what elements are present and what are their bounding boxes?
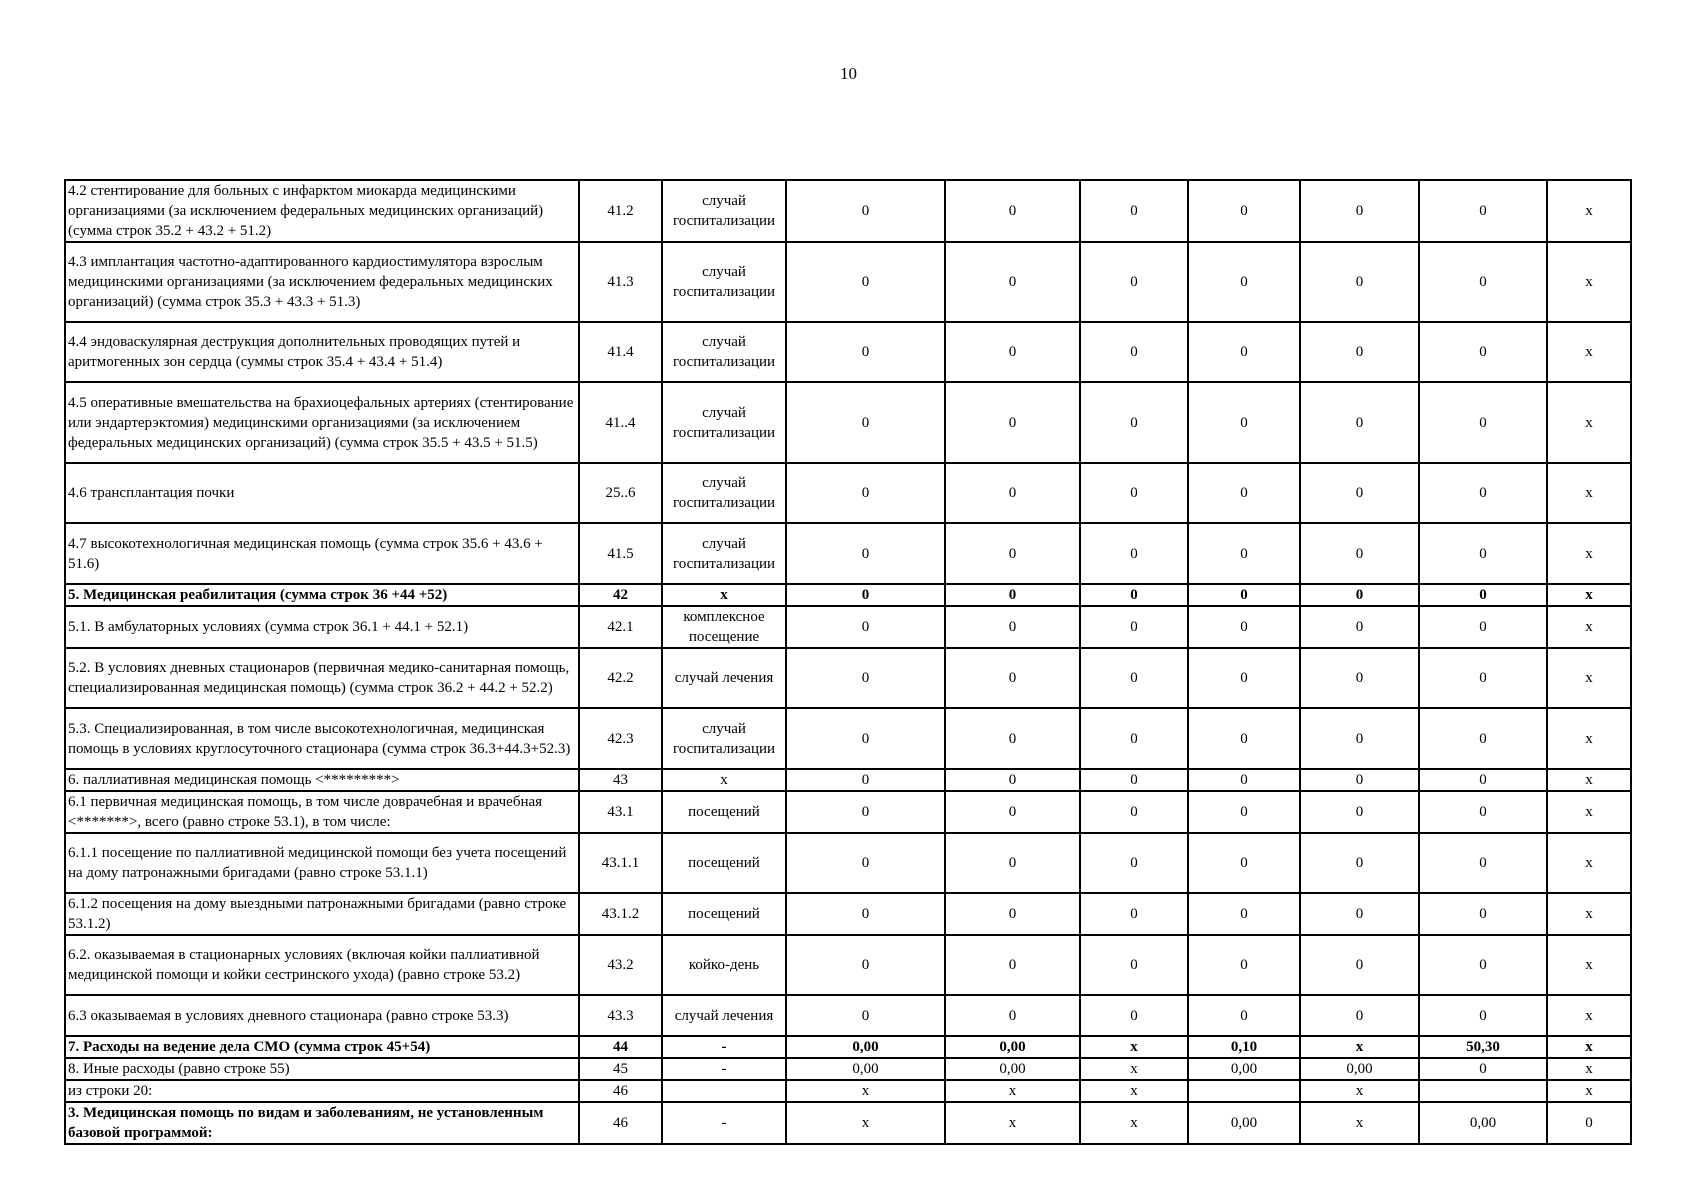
row-value-cell: 0 — [1300, 791, 1419, 833]
row-code-cell: 46 — [579, 1102, 662, 1144]
row-value-cell: 0 — [1188, 648, 1300, 708]
row-name-cell: 4.4 эндоваскулярная деструкция дополнительных проводящих путей и аритмогенных зон сердца (суммы строк 35.4 + 43.4 + 51.4) — [65, 322, 579, 382]
row-value-cell: 0 — [786, 382, 945, 463]
row-value-cell: 0 — [1080, 791, 1188, 833]
row-name-cell: 4.2 стентирование для больных с инфарктом миокарда медицинскими организациями (за исключением федеральных медицинских организаций) (сумма строк 35.2 + 43.2 + 51.2) — [65, 180, 579, 242]
row-value-cell: 0 — [945, 893, 1080, 935]
row-value-cell: 0 — [1188, 382, 1300, 463]
row-unit-cell: койко-день — [662, 935, 786, 995]
row-value-cell: 0 — [945, 833, 1080, 893]
row-value-cell: 0 — [1188, 769, 1300, 791]
row-unit-cell: случай лечения — [662, 995, 786, 1036]
row-value-cell: х — [1547, 935, 1631, 995]
table-row — [65, 935, 1631, 995]
row-value-cell: х — [1547, 584, 1631, 606]
row-unit-cell: случай госпитализации — [662, 708, 786, 769]
row-value-cell: 0 — [1080, 242, 1188, 322]
row-value-cell: х — [1547, 382, 1631, 463]
row-value-cell: 0 — [1300, 463, 1419, 523]
row-value-cell: 0,00 — [786, 1036, 945, 1058]
row-code-cell: 43.3 — [579, 995, 662, 1036]
row-unit-cell: случай госпитализации — [662, 322, 786, 382]
row-name-cell: 7. Расходы на ведение дела СМО (сумма строк 45+54) — [65, 1036, 579, 1058]
row-code-cell: 41..4 — [579, 382, 662, 463]
row-value-cell: 0 — [786, 322, 945, 382]
row-code-cell: 43 — [579, 769, 662, 791]
row-code-cell: 42 — [579, 584, 662, 606]
row-value-cell: 0 — [1419, 648, 1547, 708]
row-value-cell: х — [786, 1080, 945, 1102]
row-value-cell: 0 — [786, 833, 945, 893]
row-name-cell: 8. Иные расходы (равно строке 55) — [65, 1058, 579, 1080]
row-value-cell: х — [1547, 463, 1631, 523]
row-value-cell: 0 — [1080, 833, 1188, 893]
row-value-cell: 0,00 — [1419, 1102, 1547, 1144]
table-row — [65, 584, 1631, 606]
row-value-cell: 0 — [1419, 995, 1547, 1036]
row-value-cell: 0 — [945, 935, 1080, 995]
row-value-cell: 50,30 — [1419, 1036, 1547, 1058]
row-value-cell: 0 — [1080, 648, 1188, 708]
row-value-cell: 0 — [1419, 523, 1547, 584]
row-value-cell: 0 — [1419, 935, 1547, 995]
row-code-cell: 42.3 — [579, 708, 662, 769]
row-value-cell: 0 — [945, 791, 1080, 833]
row-value-cell: 0 — [786, 893, 945, 935]
table-row — [65, 708, 1631, 769]
table-row — [65, 382, 1631, 463]
row-value-cell: 0 — [1419, 242, 1547, 322]
row-value-cell: 0 — [1188, 893, 1300, 935]
row-value-cell: 0 — [1080, 463, 1188, 523]
row-value-cell: 0 — [945, 322, 1080, 382]
row-value-cell: 0,10 — [1188, 1036, 1300, 1058]
row-value-cell: х — [1547, 708, 1631, 769]
row-value-cell — [1188, 1080, 1300, 1102]
row-unit-cell: случай госпитализации — [662, 382, 786, 463]
row-value-cell: 0 — [1419, 584, 1547, 606]
row-value-cell: 0 — [786, 791, 945, 833]
row-value-cell: х — [786, 1102, 945, 1144]
row-value-cell: 0 — [786, 769, 945, 791]
row-name-cell: 4.3 имплантация частотно-адаптированного кардиостимулятора взрослым медицинскими организациями (за исключением федеральных медицинских организаций) (сумма строк 35.3 + 43.3 + 51.3) — [65, 242, 579, 322]
row-value-cell: 0 — [1188, 180, 1300, 242]
row-value-cell: 0 — [1080, 995, 1188, 1036]
row-value-cell: 0 — [945, 180, 1080, 242]
row-value-cell: х — [1547, 648, 1631, 708]
row-value-cell: х — [1080, 1080, 1188, 1102]
row-value-cell: х — [1547, 995, 1631, 1036]
table-row — [65, 769, 1631, 791]
table-row — [65, 791, 1631, 833]
row-value-cell: 0 — [1080, 935, 1188, 995]
row-value-cell: 0 — [786, 180, 945, 242]
page-number: 10 — [840, 64, 857, 83]
row-value-cell: 0 — [786, 463, 945, 523]
row-code-cell: 41.3 — [579, 242, 662, 322]
row-unit-cell: случай госпитализации — [662, 180, 786, 242]
row-value-cell: 0 — [1188, 322, 1300, 382]
row-name-cell: 5.2. В условиях дневных стационаров (первичная медико-санитарная помощь, специализированная медицинская помощь) (сумма строк 36.2 + 44.2 + 52.2) — [65, 648, 579, 708]
row-value-cell: 0 — [1419, 463, 1547, 523]
table-row — [65, 523, 1631, 584]
row-value-cell: 0 — [1188, 242, 1300, 322]
row-value-cell: 0 — [945, 463, 1080, 523]
row-value-cell: х — [1547, 1036, 1631, 1058]
row-value-cell: 0 — [1300, 584, 1419, 606]
row-value-cell: 0 — [786, 242, 945, 322]
report-body — [65, 180, 1631, 1144]
row-unit-cell: посещений — [662, 791, 786, 833]
row-name-cell: 5.1. В амбулаторных условиях (сумма строк 36.1 + 44.1 + 52.1) — [65, 606, 579, 648]
row-value-cell: х — [1547, 769, 1631, 791]
row-name-cell: 6.1 первичная медицинская помощь, в том числе доврачебная и врачебная <*******>, всего (равно строке 53.1), в том числе: — [65, 791, 579, 833]
row-code-cell: 43.1.1 — [579, 833, 662, 893]
row-value-cell: 0 — [1419, 606, 1547, 648]
row-unit-cell: случай госпитализации — [662, 463, 786, 523]
row-value-cell: 0,00 — [1188, 1058, 1300, 1080]
row-value-cell: 0 — [945, 769, 1080, 791]
row-value-cell: 0 — [1300, 382, 1419, 463]
row-value-cell: 0 — [1300, 523, 1419, 584]
row-unit-cell: посещений — [662, 893, 786, 935]
table-row — [65, 648, 1631, 708]
row-value-cell: 0 — [1188, 463, 1300, 523]
row-value-cell: 0 — [1188, 791, 1300, 833]
row-value-cell: х — [1547, 322, 1631, 382]
row-value-cell: 0 — [945, 382, 1080, 463]
row-value-cell: 0 — [1188, 606, 1300, 648]
row-code-cell: 45 — [579, 1058, 662, 1080]
row-unit-cell: случай лечения — [662, 648, 786, 708]
row-value-cell: 0 — [1300, 833, 1419, 893]
row-value-cell: 0 — [1080, 523, 1188, 584]
table-row — [65, 1058, 1631, 1080]
row-value-cell: х — [1547, 180, 1631, 242]
row-value-cell: 0 — [1419, 1058, 1547, 1080]
row-code-cell: 41.4 — [579, 322, 662, 382]
row-value-cell: 0 — [1300, 769, 1419, 791]
row-name-cell: 6.1.2 посещения на дому выездными патронажными бригадами (равно строке 53.1.2) — [65, 893, 579, 935]
row-value-cell: 0 — [1419, 791, 1547, 833]
row-value-cell: х — [1547, 893, 1631, 935]
table-row — [65, 322, 1631, 382]
row-value-cell: 0 — [1080, 769, 1188, 791]
row-code-cell: 41.5 — [579, 523, 662, 584]
row-unit-cell: комплексное посещение — [662, 606, 786, 648]
row-value-cell: 0 — [1419, 833, 1547, 893]
row-value-cell: х — [1300, 1036, 1419, 1058]
row-unit-cell: случай госпитализации — [662, 242, 786, 322]
row-value-cell: 0 — [945, 523, 1080, 584]
row-value-cell: х — [1547, 833, 1631, 893]
row-value-cell: х — [1300, 1102, 1419, 1144]
row-unit-cell: х — [662, 584, 786, 606]
row-value-cell: 0 — [1080, 893, 1188, 935]
row-code-cell: 46 — [579, 1080, 662, 1102]
row-value-cell: 0 — [1188, 708, 1300, 769]
row-name-cell: 4.6 трансплантация почки — [65, 463, 579, 523]
row-value-cell: 0,00 — [786, 1058, 945, 1080]
row-value-cell: 0 — [1188, 935, 1300, 995]
row-value-cell: 0 — [1300, 242, 1419, 322]
row-value-cell — [1419, 1080, 1547, 1102]
row-value-cell: 0 — [945, 606, 1080, 648]
table-row — [65, 995, 1631, 1036]
row-value-cell: 0 — [786, 648, 945, 708]
row-value-cell: 0 — [786, 584, 945, 606]
table-row — [65, 463, 1631, 523]
row-code-cell: 43.2 — [579, 935, 662, 995]
table-row — [65, 180, 1631, 242]
row-value-cell: 0 — [1080, 180, 1188, 242]
table-row — [65, 893, 1631, 935]
row-value-cell: 0 — [1419, 893, 1547, 935]
row-value-cell: 0 — [1080, 584, 1188, 606]
row-value-cell: 0 — [786, 708, 945, 769]
row-value-cell: 0 — [1188, 833, 1300, 893]
row-name-cell: 3. Медицинская помощь по видам и заболеваниям, не установленным базовой программой: — [65, 1102, 579, 1144]
row-value-cell: 0 — [1300, 180, 1419, 242]
row-code-cell: 41.2 — [579, 180, 662, 242]
row-value-cell: 0 — [1300, 322, 1419, 382]
report-table — [64, 179, 1632, 1145]
row-value-cell: 0 — [786, 935, 945, 995]
row-code-cell: 43.1.2 — [579, 893, 662, 935]
row-value-cell: 0 — [945, 648, 1080, 708]
row-value-cell: 0,00 — [1188, 1102, 1300, 1144]
row-name-cell: из строки 20: — [65, 1080, 579, 1102]
table-row — [65, 606, 1631, 648]
row-unit-cell: - — [662, 1036, 786, 1058]
row-value-cell: 0 — [1080, 322, 1188, 382]
row-value-cell: 0 — [1419, 180, 1547, 242]
row-value-cell: х — [1547, 523, 1631, 584]
row-name-cell: 6.2. оказываемая в стационарных условиях (включая койки паллиативной медицинской помощи и койки сестринского ухода) (равно строке 53.2) — [65, 935, 579, 995]
row-value-cell: 0 — [945, 242, 1080, 322]
table-row — [65, 833, 1631, 893]
row-value-cell: 0 — [1300, 995, 1419, 1036]
row-value-cell: х — [1547, 606, 1631, 648]
row-code-cell: 43.1 — [579, 791, 662, 833]
row-value-cell: 0 — [1419, 382, 1547, 463]
row-value-cell: х — [1300, 1080, 1419, 1102]
row-value-cell: 0 — [1419, 769, 1547, 791]
row-code-cell: 44 — [579, 1036, 662, 1058]
row-value-cell: 0 — [1300, 708, 1419, 769]
row-value-cell: 0 — [1300, 893, 1419, 935]
row-value-cell: 0 — [786, 606, 945, 648]
row-value-cell: 0 — [786, 995, 945, 1036]
row-value-cell: х — [1547, 791, 1631, 833]
row-name-cell: 6. паллиативная медицинская помощь <*********> — [65, 769, 579, 791]
row-value-cell: 0,00 — [945, 1058, 1080, 1080]
row-value-cell: 0 — [1419, 322, 1547, 382]
table-row — [65, 1036, 1631, 1058]
row-name-cell: 4.7 высокотехнологичная медицинская помощь (сумма строк 35.6 + 43.6 + 51.6) — [65, 523, 579, 584]
row-code-cell: 42.2 — [579, 648, 662, 708]
row-value-cell: х — [1080, 1102, 1188, 1144]
row-code-cell: 25..6 — [579, 463, 662, 523]
row-value-cell: х — [1080, 1058, 1188, 1080]
row-name-cell: 6.1.1 посещение по паллиативной медицинской помощи без учета посещений на дому патронажными бригадами (равно строке 53.1.1) — [65, 833, 579, 893]
table-row — [65, 242, 1631, 322]
row-value-cell: х — [1080, 1036, 1188, 1058]
row-value-cell: 0 — [1419, 708, 1547, 769]
row-value-cell: 0 — [1080, 708, 1188, 769]
row-value-cell: х — [1547, 1080, 1631, 1102]
row-value-cell: 0 — [945, 584, 1080, 606]
row-unit-cell: - — [662, 1058, 786, 1080]
row-name-cell: 4.5 оперативные вмешательства на брахиоцефальных артериях (стентирование или эндартерэктомия) медицинскими организациями (за исключением федеральных медицинских организаций) (сумма строк 35.5 + 43.5 + 51.5) — [65, 382, 579, 463]
row-value-cell: 0,00 — [1300, 1058, 1419, 1080]
row-value-cell: х — [945, 1080, 1080, 1102]
row-value-cell: х — [945, 1102, 1080, 1144]
row-unit-cell: - — [662, 1102, 786, 1144]
row-value-cell: 0 — [945, 708, 1080, 769]
row-value-cell: 0 — [1300, 606, 1419, 648]
row-value-cell: 0 — [786, 523, 945, 584]
row-name-cell: 6.3 оказываемая в условиях дневного стационара (равно строке 53.3) — [65, 995, 579, 1036]
row-unit-cell: х — [662, 769, 786, 791]
row-value-cell: 0,00 — [945, 1036, 1080, 1058]
row-unit-cell: случай госпитализации — [662, 523, 786, 584]
row-value-cell: 0 — [1188, 584, 1300, 606]
row-value-cell: 0 — [1188, 995, 1300, 1036]
row-value-cell: 0 — [1300, 935, 1419, 995]
table-row — [65, 1080, 1631, 1102]
row-value-cell: 0 — [1080, 382, 1188, 463]
row-name-cell: 5.3. Специализированная, в том числе высокотехнологичная, медицинская помощь в условиях круглосуточного стационара (сумма строк 36.3+44.3+52.3) — [65, 708, 579, 769]
row-value-cell: 0 — [945, 995, 1080, 1036]
row-value-cell: 0 — [1080, 606, 1188, 648]
row-value-cell: х — [1547, 242, 1631, 322]
table-row — [65, 1102, 1631, 1144]
row-value-cell: х — [1547, 1058, 1631, 1080]
row-unit-cell — [662, 1080, 786, 1102]
row-unit-cell: посещений — [662, 833, 786, 893]
row-name-cell: 5. Медицинская реабилитация (сумма строк 36 +44 +52) — [65, 584, 579, 606]
row-value-cell: 0 — [1188, 523, 1300, 584]
row-value-cell: 0 — [1547, 1102, 1631, 1144]
row-value-cell: 0 — [1300, 648, 1419, 708]
row-code-cell: 42.1 — [579, 606, 662, 648]
